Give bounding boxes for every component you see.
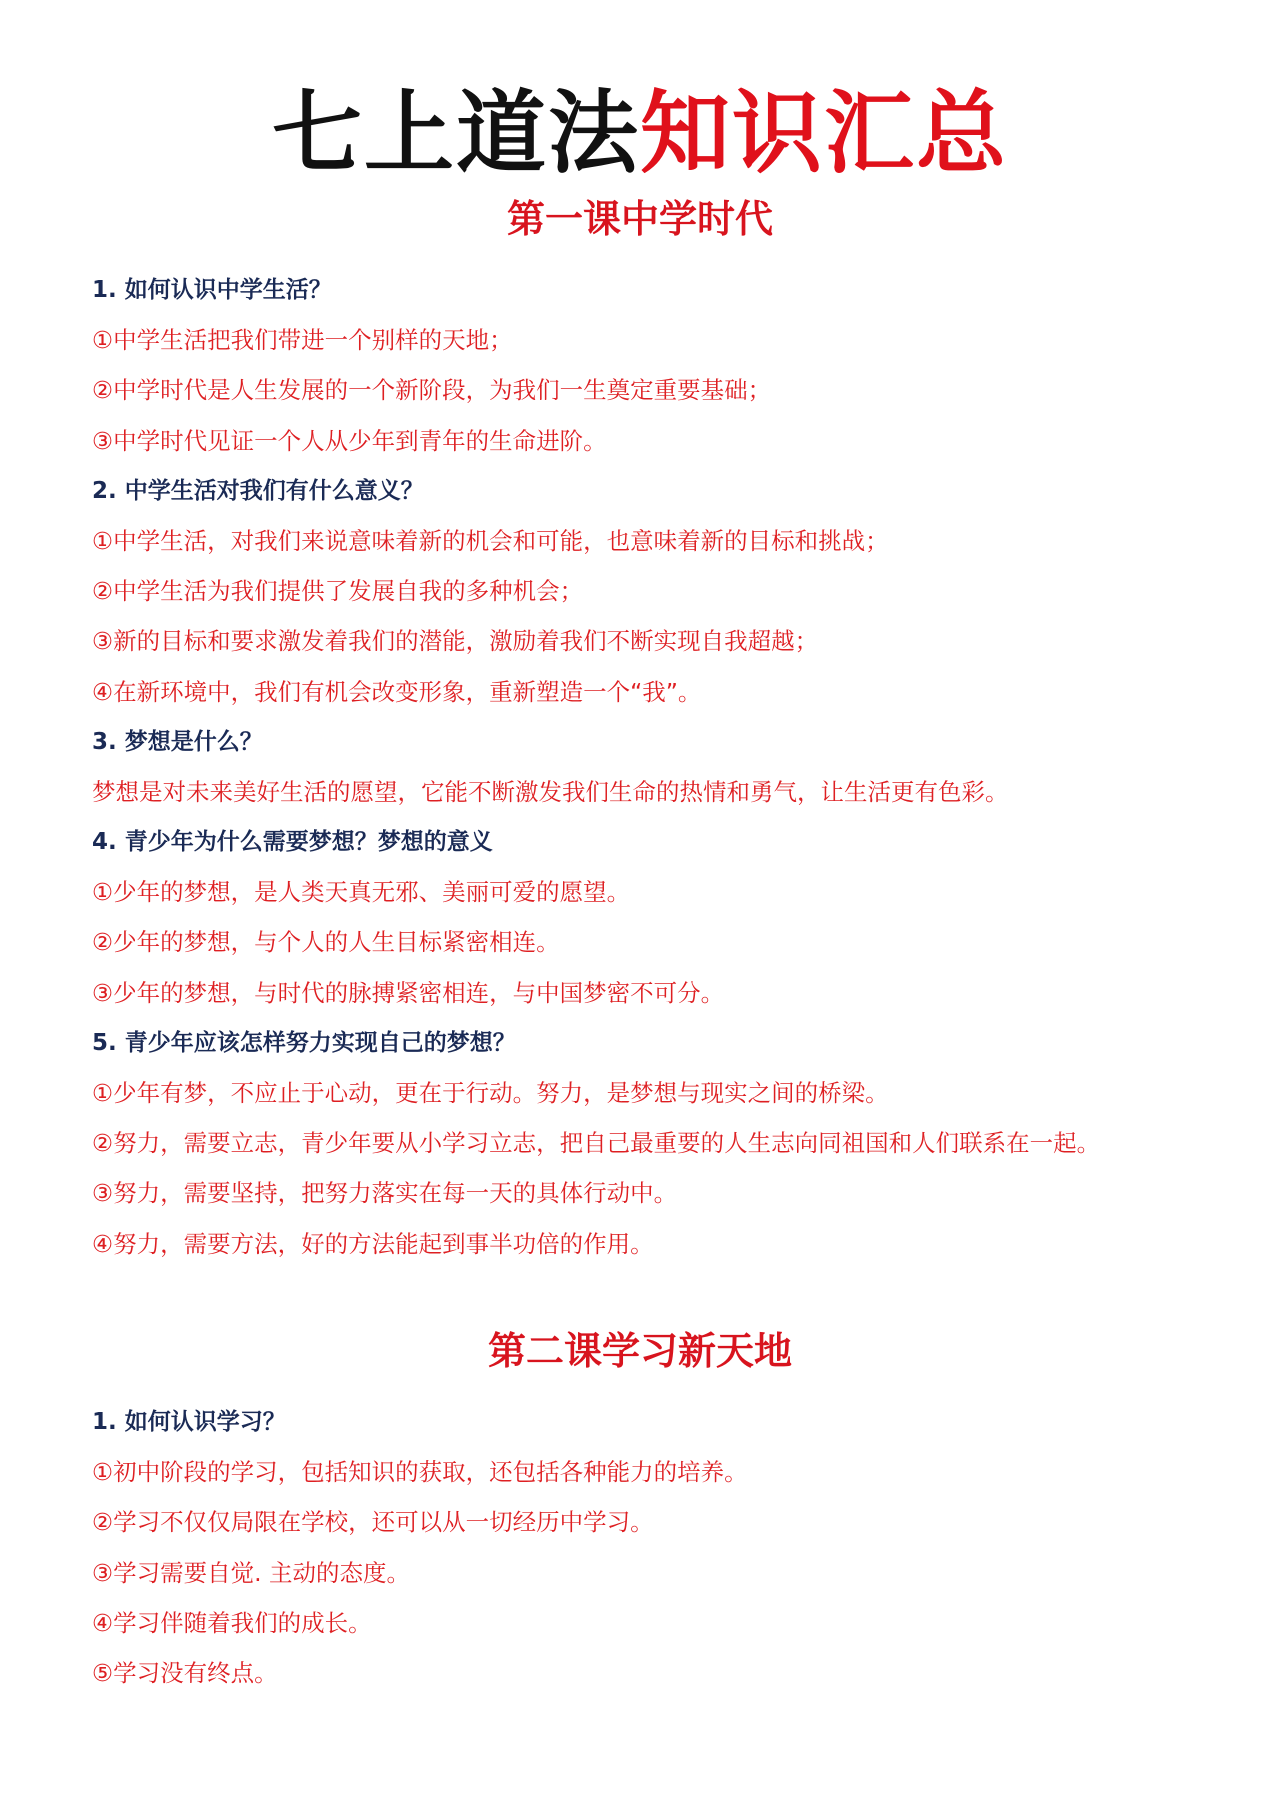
lesson2-content <box>92 1397 1252 1698</box>
answer-line: ③少年的梦想，与时代的脉搏紧密相连，与中国梦密不可分。 <box>92 978 725 1007</box>
answer-line: ②学习不仅仅局限在学校，还可以从一切经历中学习。 <box>92 1508 654 1537</box>
answer-line: ③努力，需要坚持，把努力落实在每一天的具体行动中。 <box>92 1179 678 1208</box>
lesson1-content <box>92 265 1252 1269</box>
question-line: 1. 如何认识学习？ <box>92 1409 286 1435</box>
lesson1-title: 第一课中学时代 <box>506 197 773 241</box>
answer-line: ④在新环境中，我们有机会改变形象，重新塑造一个“我”。 <box>92 677 702 706</box>
answer-line: ①初中阶段的学习，包括知识的获取，还包括各种能力的培养。 <box>92 1458 748 1487</box>
answer-line: ①少年有梦，不应止于心动，更在于行动。努力，是梦想与现实之间的桥梁。 <box>92 1079 889 1107</box>
main-title-black: 七上道法 <box>272 80 640 186</box>
question-line: 2. 中学生活对我们有什么意义？ <box>92 477 424 504</box>
main-title <box>0 78 1280 188</box>
lesson2-title: 第二课学习新天地 <box>487 1329 792 1373</box>
answer-line: ②中学时代是人生发展的一个新阶段，为我们一生奠定重要基础； <box>92 376 772 405</box>
answer-line: ③学习需要自觉. 主动的态度。 <box>92 1558 411 1587</box>
question-line: 1. 如何认识中学生活？ <box>92 277 332 303</box>
answer-line: ①中学生活把我们带进一个别样的天地； <box>92 326 513 355</box>
question-line: 3. 梦想是什么？ <box>92 728 263 755</box>
main-title-red: 知识汇总 <box>640 80 1008 186</box>
question-line: 5. 青少年应该怎样努力实现自己的梦想？ <box>92 1029 516 1056</box>
answer-line: ①中学生活，对我们来说意味着新的机会和可能，也意味着新的目标和挑战； <box>92 526 889 555</box>
answer-line: ④努力，需要方法，好的方法能起到事半功倍的作用。 <box>92 1229 654 1258</box>
answer-line: ②少年的梦想，与个人的人生目标紧密相连。 <box>92 928 560 957</box>
answer-line: ③中学时代见证一个人从少年到青年的生命进阶。 <box>92 426 607 455</box>
answer-line: ④学习伴随着我们的成长。 <box>92 1608 372 1637</box>
answer-line: ③新的目标和要求激发着我们的潜能，激励着我们不断实现自我超越； <box>92 627 819 656</box>
answer-line: ②中学生活为我们提供了发展自我的多种机会； <box>92 577 584 606</box>
question-line: 4. 青少年为什么需要梦想？梦想的意义 <box>92 829 493 856</box>
answer-line: ①少年的梦想，是人类天真无邪、美丽可爱的愿望。 <box>92 878 631 907</box>
answer-line: ②努力，需要立志，青少年要从小学习立志，把自己最重要的人生志向同祖国和人们联系在一起。 <box>92 1129 1101 1158</box>
answer-line: 梦想是对未来美好生活的愿望，它能不断激发我们生命的热情和勇气，让生活更有色彩。 <box>92 777 1009 806</box>
answer-line: ⑤学习没有终点。 <box>92 1658 278 1687</box>
